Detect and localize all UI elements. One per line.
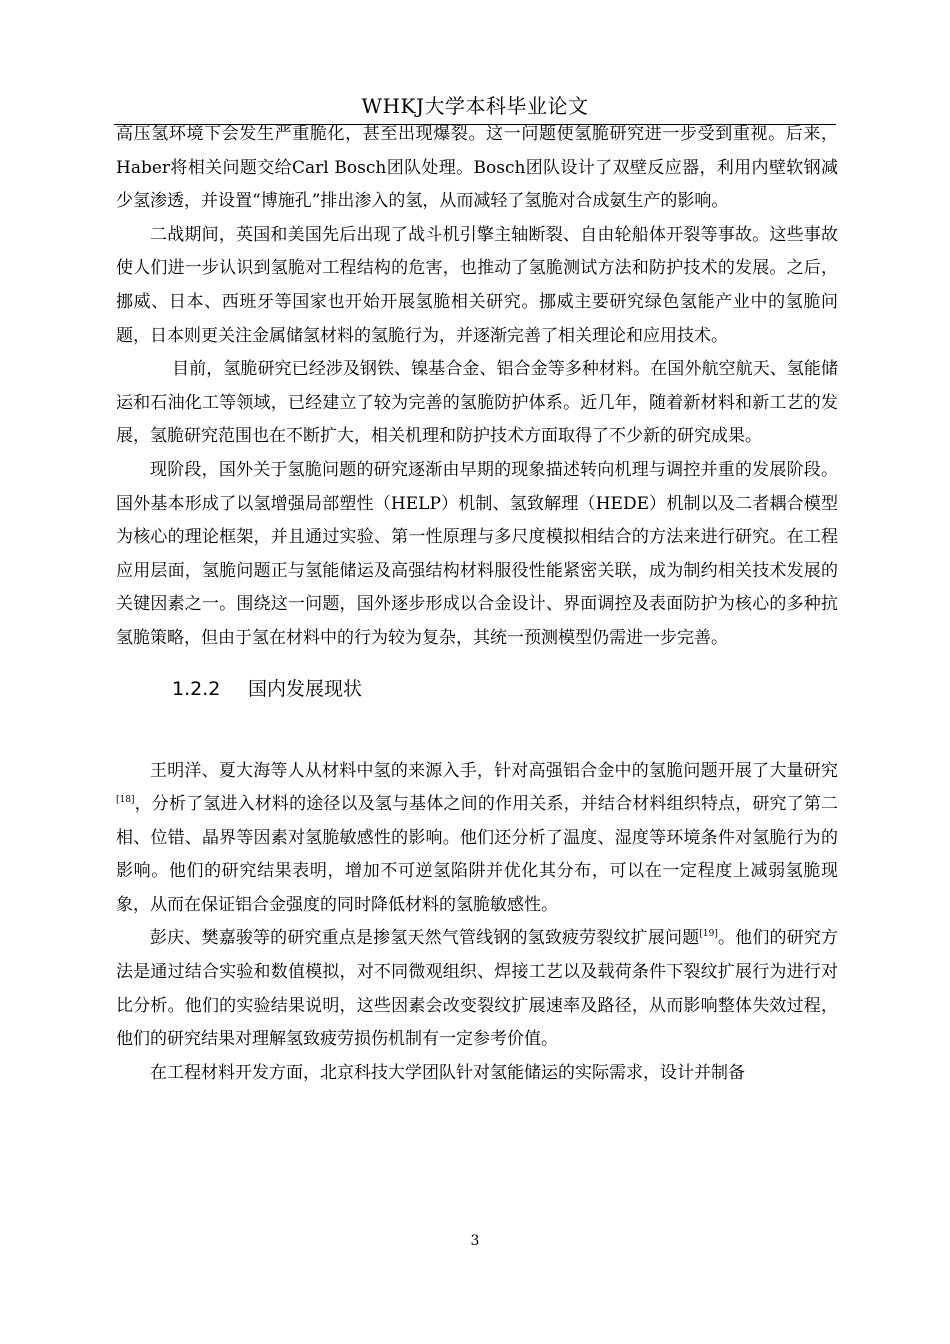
section-number: 1.2.2 xyxy=(172,677,221,700)
paragraph-continuation: 高压氢环境下会发生严重脆化，甚至出现爆裂。这一问题使氢脆研究进一步受到重视。后来，Haber将相关问题交给Carl Bosch团队处理。Bosch团队设计了双壁反应器，利用内壁软钢减少氢渗透，并设置“博施孔”排出渗入的氢，从而减轻了氢脆对合成氨生产的影响。 xyxy=(116,124,838,212)
paragraph-wwii: 二战期间，英国和美国先后出现了战斗机引擎主轴断裂、自由轮船体开裂等事故。这些事故使人们进一步认识到氢脆对工程结构的危害，也推动了氢脆测试方法和防护技术的发展。之后，挪威、日本、西班牙等国家也开始开展氢脆相关研究。挪威主要研究绿色氢能产业中的氢脆问题，日本则更关注金属储氢材料的氢脆行为，并逐渐完善了相关理论和应用技术。 xyxy=(116,224,838,346)
page-number: 3 xyxy=(470,1233,480,1249)
paragraph-text: 彭庆、樊嘉骏等的研究重点是掺氢天然气管线钢的氢致疲劳裂纹扩展问题 xyxy=(150,928,700,949)
paragraph-text: 王明洋、夏大海等人从材料中氢的来源入手，针对高强铝合金中的氢脆问题开展了大量研究 xyxy=(150,760,838,781)
paragraph-wang-xia xyxy=(116,755,838,923)
paragraph-current-research: 目前，氢脆研究已经涉及钢铁、镍基合金、铝合金等多种材料。在国外航空航天、氢能储运和石油化工等领域，已经建立了较为完善的氢脆防护体系。近几年，随着新材料和新工艺的发展，氢脆研究范围也在不断扩大，相关机理和防护技术方面取得了不少新的研究成果。 xyxy=(116,359,838,447)
body-text xyxy=(116,118,838,1090)
paragraph-peng-fan xyxy=(116,922,838,1056)
paragraph-text: ，分析了氢进入材料的途径以及氢与基体之间的作用关系，并结合材料组织特点，研究了第二相、位错、晶界等因素对氢脆敏感性的影响。他们还分析了温度、湿度等环境条件对氢脆行为的影响。他们的研究结果表明，增加不可逆氢陷阱并优化其分布，可以在一定程度上减弱氢脆现象，从而在保证铝合金强度的同时降低材料的氢脆敏感性。 xyxy=(116,794,838,915)
section-heading xyxy=(116,675,838,703)
paragraph-foreign-status: 现阶段，国外关于氢脆问题的研究逐渐由早期的现象描述转向机理与调控并重的发展阶段。国外基本形成了以氢增强局部塑性（HELP）机制、氢致解理（HEDE）机制以及二者耦合模型为核心的理论框架，并且通过实验、第一性原理与多尺度模拟相结合的方法来进行研究。在工程应用层面，氢脆问题正与氢能储运及高强结构材料服役性能紧密关联，成为制约相关技术发展的关键因素之一。围绕这一问题，国外逐步形成以合金设计、界面调控及表面防护为核心的多种抗氢脆策略，但由于氢在材料中的行为较为复杂，其统一预测模型仍需进一步完善。 xyxy=(116,459,838,648)
citation-ref: [19] xyxy=(699,929,718,940)
paragraph-ustb: 在工程材料开发方面，北京科技大学团队针对氢能储运的实际需求，设计并制备 xyxy=(150,1062,745,1083)
section-title: 国内发展现状 xyxy=(248,677,363,700)
citation-ref: [18] xyxy=(116,795,135,806)
page-header-title: WHKJ大学本科毕业论文 xyxy=(361,94,589,118)
paragraph-text: 。他们的研究方法是通过结合实验和数值模拟，对不同微观组织、焊接工艺以及载荷条件下裂纹扩展行为进行对比分析。他们的实验结果说明，这些因素会改变裂纹扩展速率及路径，从而影响整体失效过程，他们的研究结果对理解氢致疲劳损伤机制有一定参考价值。 xyxy=(116,928,839,1050)
